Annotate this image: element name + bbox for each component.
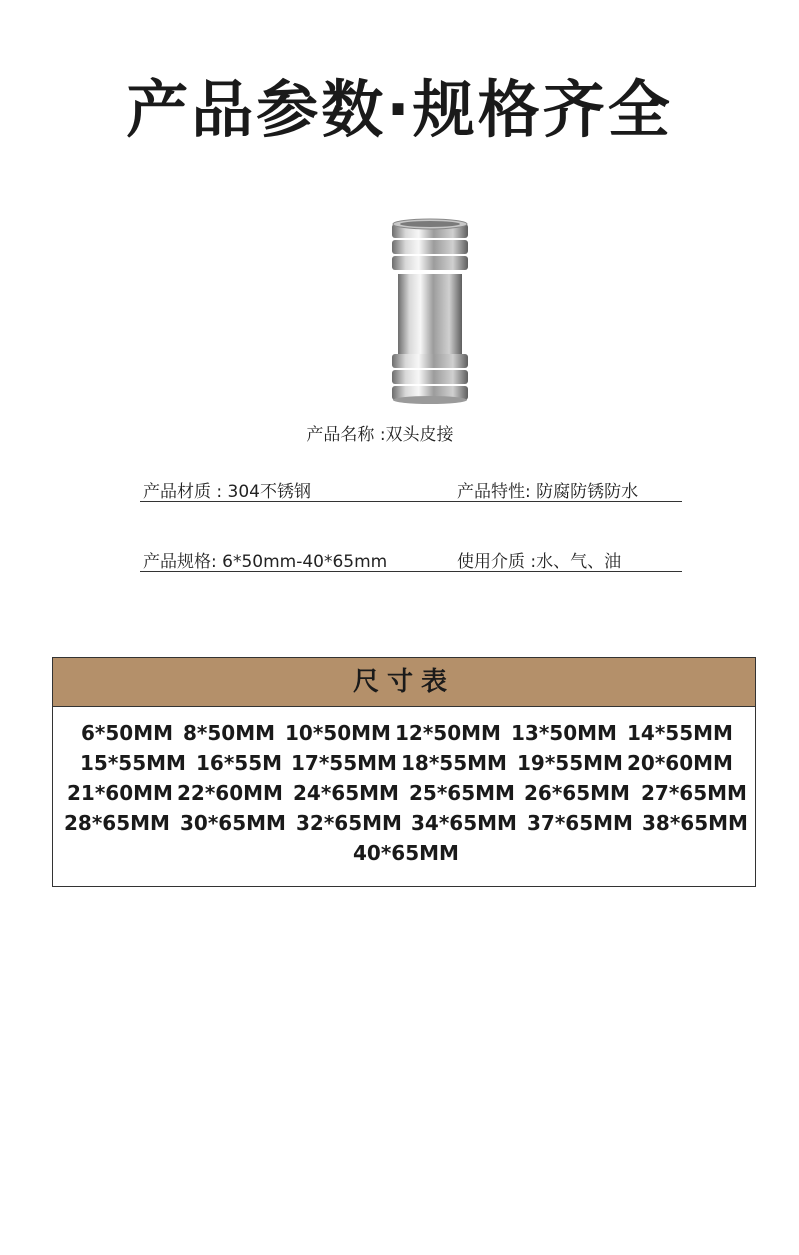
size-cell: 38*65MM bbox=[642, 811, 748, 835]
medium-text: 使用介质 :水、气、油 bbox=[457, 552, 622, 572]
size-cell: 27*65MM bbox=[641, 781, 747, 805]
size-row bbox=[53, 721, 755, 751]
size-cell: 19*55MM bbox=[517, 751, 623, 775]
size-cell: 18*55MM bbox=[401, 751, 507, 775]
size-cell: 30*65MM bbox=[180, 811, 286, 835]
size-cell: 12*50MM bbox=[395, 721, 501, 745]
size-cell: 22*60MM bbox=[177, 781, 283, 805]
size-cell: 20*60MM bbox=[627, 751, 733, 775]
page-title: 产品参数·规格齐全 bbox=[126, 73, 673, 146]
size-table bbox=[52, 657, 756, 887]
size-row bbox=[53, 781, 755, 811]
size-row bbox=[53, 841, 755, 871]
fitting-product-image bbox=[380, 214, 480, 414]
size-cell: 34*65MM bbox=[411, 811, 517, 835]
size-cell: 25*65MM bbox=[409, 781, 515, 805]
spec-row-spec bbox=[140, 547, 682, 572]
size-cell: 13*50MM bbox=[511, 721, 617, 745]
size-row bbox=[53, 751, 755, 781]
size-table-header: 尺寸表 bbox=[53, 658, 755, 707]
spec-text: 产品规格: 6*50mm-40*65mm bbox=[143, 552, 388, 572]
size-cell: 17*55MM bbox=[291, 751, 397, 775]
feature-text: 产品特性: 防腐防锈防水 bbox=[457, 482, 639, 502]
product-name: 产品名称 :双头皮接 bbox=[306, 425, 454, 445]
size-cell: 32*65MM bbox=[296, 811, 402, 835]
size-cell: 28*65MM bbox=[64, 811, 170, 835]
size-cell: 24*65MM bbox=[293, 781, 399, 805]
size-cell: 21*60MM bbox=[67, 781, 173, 805]
size-cell: 40*65MM bbox=[353, 841, 459, 865]
size-row bbox=[53, 811, 755, 841]
size-cell: 26*65MM bbox=[524, 781, 630, 805]
size-cell: 14*55MM bbox=[627, 721, 733, 745]
material-text: 产品材质 : 304不锈钢 bbox=[143, 482, 311, 502]
spec-row-material bbox=[140, 477, 682, 502]
size-cell: 10*50MM bbox=[285, 721, 391, 745]
size-cell: 37*65MM bbox=[527, 811, 633, 835]
size-cell: 6*50MM bbox=[81, 721, 174, 745]
size-cell: 15*55MM bbox=[80, 751, 186, 775]
size-cell: 16*55M bbox=[196, 751, 283, 775]
size-cell: 8*50MM bbox=[183, 721, 276, 745]
